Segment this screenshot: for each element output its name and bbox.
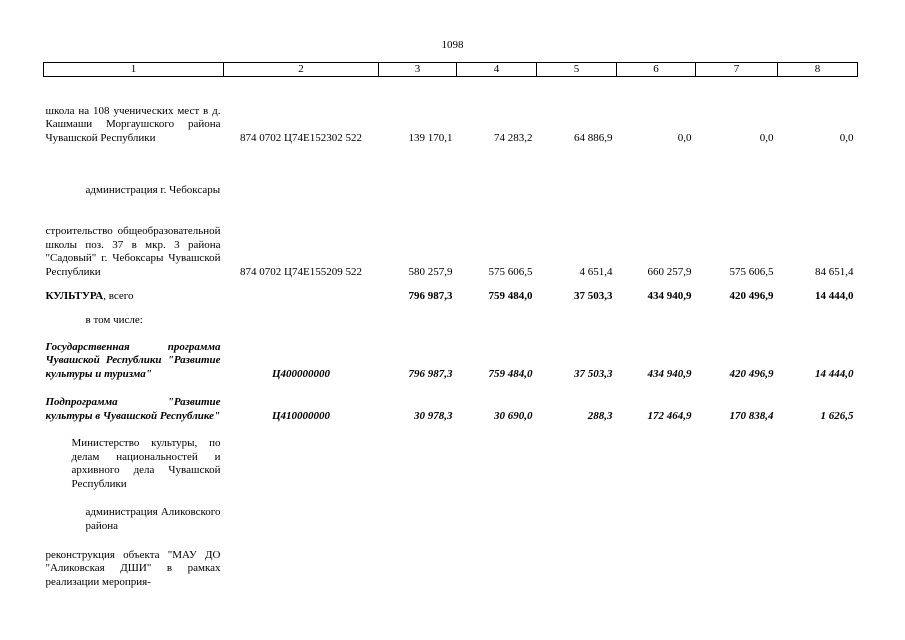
row-value: [379, 304, 457, 328]
row-value: [379, 146, 457, 198]
row-value: [696, 304, 778, 328]
row-value: 434 940,9: [647, 289, 692, 302]
row-value: [778, 304, 858, 328]
column-header: 2: [224, 63, 379, 77]
row-value: 759 484,0: [488, 289, 533, 302]
row-name: Государственная программа Чувашской Республики "Развитие культуры и туризма": [45, 340, 221, 380]
row-value: 420 496,9: [729, 289, 774, 302]
row-value: [617, 304, 696, 328]
row-name: реконструкция объекта "МАУ ДО "Аликовская ДШИ" в рамках реализации мероприя-: [45, 548, 221, 588]
row-value: 172 464,9: [647, 409, 692, 422]
row-value: 170 838,4: [729, 409, 774, 422]
row-value: [457, 304, 537, 328]
row-value: 14 444,0: [815, 289, 854, 302]
row-value: [617, 534, 696, 590]
row-name: администрация г. Чебоксары: [85, 183, 221, 196]
row-value: [617, 424, 696, 492]
page-number: 1098: [441, 39, 464, 51]
table-row: [44, 382, 858, 424]
row-value: [457, 534, 537, 590]
row-value: [778, 534, 858, 590]
row-value: [537, 534, 617, 590]
row-value: 420 496,9: [729, 367, 774, 380]
row-value: [537, 424, 617, 492]
row-value: 30 978,3: [414, 409, 453, 422]
row-code: 874 0702 Ц74Е155209 522: [240, 265, 362, 278]
row-code: Ц410000000: [271, 409, 331, 422]
row-value: [778, 146, 858, 198]
column-header: 8: [778, 63, 858, 77]
row-value: [778, 492, 858, 534]
row-value: 759 484,0: [488, 367, 533, 380]
row-value: 580 257,9: [408, 265, 453, 278]
column-header: 6: [617, 63, 696, 77]
row-value: [778, 424, 858, 492]
table-row: [44, 146, 858, 198]
row-value: 796 987,3: [408, 289, 453, 302]
row-value: [617, 146, 696, 198]
row-value: 288,3: [587, 409, 613, 422]
row-value: [457, 424, 537, 492]
row-value: 64 886,9: [574, 131, 613, 144]
row-name: в том числе:: [85, 313, 143, 326]
row-value: [696, 424, 778, 492]
row-value: [696, 534, 778, 590]
row-value: 575 606,5: [488, 265, 533, 278]
row-name: КУЛЬТУРА, всего: [45, 289, 134, 302]
column-header: 1: [44, 63, 224, 77]
row-value: [457, 492, 537, 534]
row-value: 660 257,9: [647, 265, 692, 278]
column-number-row: [44, 63, 858, 77]
row-value: [696, 146, 778, 198]
row-value: 84 651,4: [815, 265, 854, 278]
row-code: [224, 304, 379, 328]
table-row: [44, 280, 858, 304]
row-code: [224, 280, 379, 304]
table-row: [44, 424, 858, 492]
row-value: 30 690,0: [494, 409, 533, 422]
row-value: [537, 146, 617, 198]
table-row: [44, 328, 858, 382]
column-header: 4: [457, 63, 537, 77]
row-value: [379, 492, 457, 534]
row-code: 874 0702 Ц74Е152302 522: [240, 131, 362, 144]
table-row: [44, 304, 858, 328]
row-value: [537, 304, 617, 328]
budget-table: [43, 62, 858, 590]
row-value: [379, 534, 457, 590]
table-row: [44, 534, 858, 590]
column-header: 3: [379, 63, 457, 77]
row-value: 74 283,2: [494, 131, 533, 144]
row-value: [379, 424, 457, 492]
row-value: [696, 492, 778, 534]
row-value: 0,0: [677, 131, 692, 144]
row-code: [224, 146, 379, 198]
table-row: [44, 492, 858, 534]
table-row: [44, 77, 858, 146]
row-value: 4 651,4: [579, 265, 613, 278]
row-name: Министерство культуры, по делам национальностей и архивного дела Чувашской Республики: [71, 437, 221, 490]
row-value: 796 987,3: [408, 367, 453, 380]
row-value: [537, 492, 617, 534]
row-name: строительство общеобразовательной школы поз. 37 в мкр. 3 района "Садовый" г. Чебоксары Чувашской Республики: [45, 225, 221, 278]
column-header: 7: [696, 63, 778, 77]
row-code: [224, 424, 379, 492]
row-code: [224, 492, 379, 534]
row-value: 0,0: [759, 131, 774, 144]
column-header: 5: [537, 63, 617, 77]
row-value: [457, 146, 537, 198]
row-value: 14 444,0: [815, 367, 854, 380]
row-code: [224, 534, 379, 590]
row-value: 575 606,5: [729, 265, 774, 278]
row-name: администрация Аликовского района: [85, 506, 221, 532]
row-value: 434 940,9: [647, 367, 692, 380]
row-value: 37 503,3: [574, 289, 613, 302]
table-row: [44, 198, 858, 280]
row-value: 1 626,5: [820, 409, 854, 422]
row-code: Ц400000000: [271, 367, 331, 380]
row-value: 139 170,1: [408, 131, 453, 144]
row-name: Подпрограмма "Развитие культуры в Чувашской Республике": [45, 396, 221, 422]
row-name: школа на 108 ученических мест в д. Кашмаши Моргаушского района Чувашской Республики: [45, 104, 221, 144]
row-value: 37 503,3: [574, 367, 613, 380]
row-value: [617, 492, 696, 534]
row-value: 0,0: [839, 131, 854, 144]
